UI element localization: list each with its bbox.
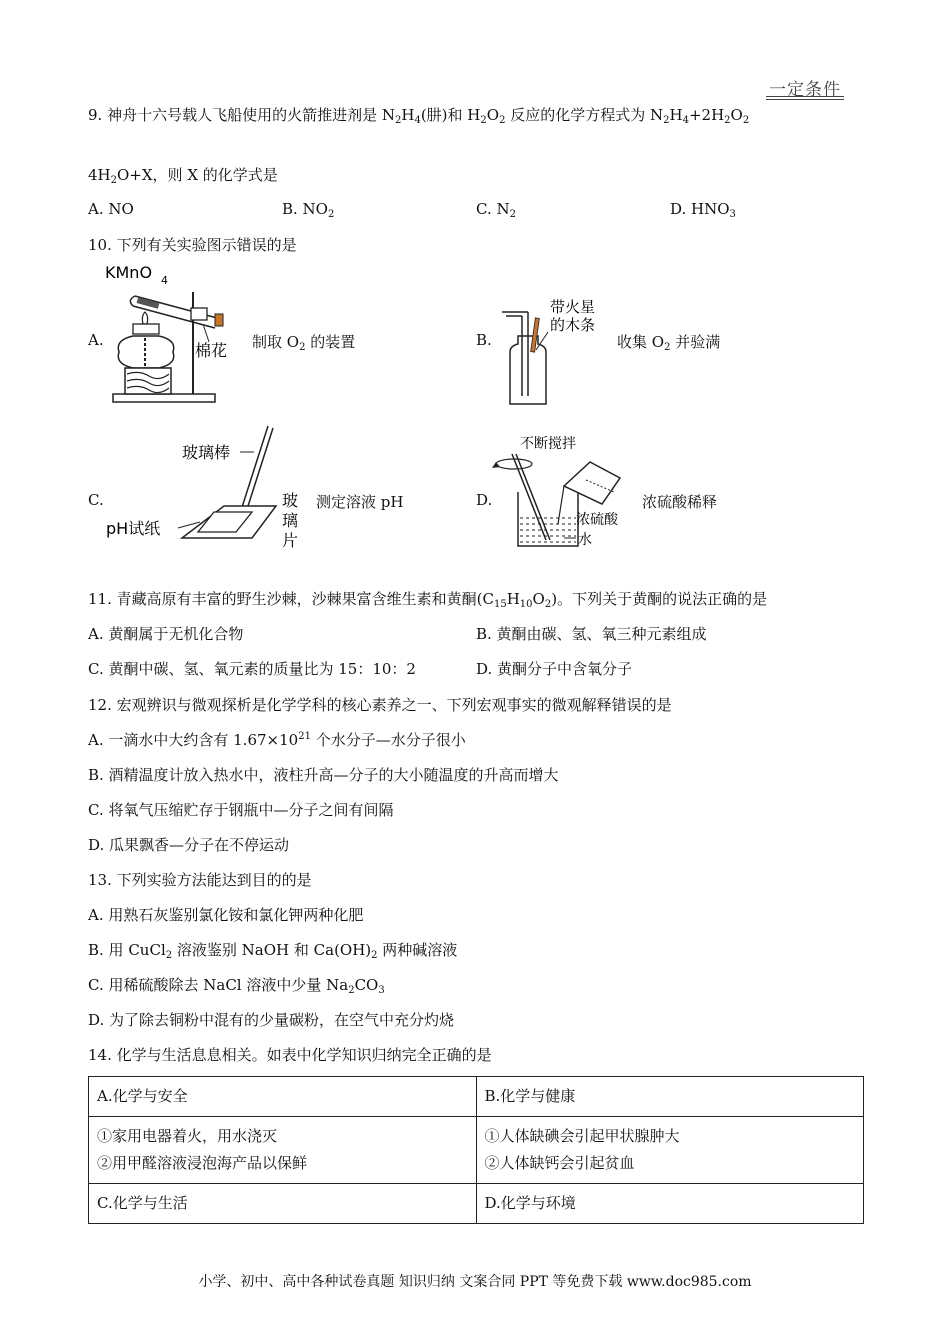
q10-option-a-letter: A.	[88, 331, 104, 349]
stir-label: 不断搅拌	[520, 436, 576, 452]
reaction-condition-label: 一定条件	[769, 80, 841, 100]
q10-d-caption: 浓硫酸稀释	[642, 493, 718, 511]
q11-option-d: D. 黄酮分子中含氧分子	[476, 660, 633, 678]
kmno4-subscript: 4	[161, 274, 168, 287]
q9-option-c: C. $N_2$	[476, 200, 516, 220]
stand-base	[113, 394, 215, 402]
q10-c-diagram	[104, 422, 308, 552]
q10-d-diagram	[490, 432, 630, 550]
q11-option-b: B. 黄酮由碳、氢、氧三种元素组成	[476, 625, 707, 643]
cotton-label: 棉花	[195, 341, 228, 360]
table-cell-a-head: A.化学与安全	[89, 1077, 477, 1117]
q13-option-d: D. 为了除去铜粉中混有的少量碳粉，在空气中充分灼烧	[88, 1011, 455, 1029]
q10-a-diagram	[105, 262, 245, 408]
cotton-plug	[215, 314, 223, 326]
q12-option-d: D. 瓜果飘香—分子在不停运动	[88, 836, 290, 854]
reaction-arrow-line	[766, 96, 844, 97]
q14-stem: 14. 化学与生活息息相关。如表中化学知识归纳完全正确的是	[88, 1046, 492, 1064]
table-cell-b-body: ①人体缺碘会引起甲状腺肿大 ②人体缺钙会引起贫血	[476, 1117, 864, 1184]
kmno4-label: KMnO	[105, 263, 153, 282]
alcohol-lamp	[118, 312, 173, 368]
q9-option-d: D. $HNO_3$	[670, 200, 736, 220]
q10-c-caption: 测定溶液 pH	[316, 493, 404, 511]
table-cell-a-body: ①家用电器着火，用水浇灭 ②用甲醛溶液浸泡海产品以保鲜	[89, 1117, 477, 1184]
q13-stem: 13. 下列实验方法能达到目的的是	[88, 871, 312, 889]
splint-label-2: 的木条	[550, 316, 596, 334]
q12-stem: 12. 宏观辨识与微观探析是化学学科的核心素养之一、下列宏观事实的微观解释错误的是	[88, 696, 672, 714]
glass-plate-label-2: 璃	[282, 511, 299, 530]
ph-paper-label: pH试纸	[106, 519, 161, 538]
q12-option-a: A. 一滴水中大约含有 $1.67\times 10^{21}$ 个水分子—水分子很小	[88, 731, 466, 749]
q10-option-c-letter: C.	[88, 491, 104, 509]
table-cell-b-head: B.化学与健康	[476, 1077, 864, 1117]
glass-rod-label: 玻璃棒	[182, 443, 231, 462]
wooden-block	[125, 368, 171, 394]
q10-option-b-letter: B.	[476, 331, 492, 349]
water-label: 水	[578, 532, 592, 548]
q12-option-c: C. 将氧气压缩贮存于钢瓶中—分子之间有间隔	[88, 801, 394, 819]
glass-plate-label-3: 片	[282, 531, 299, 550]
q9-option-a: A. NO	[88, 200, 134, 218]
q10-stem: 10. 下列有关实验图示错误的是	[88, 236, 297, 254]
q11-option-a: A. 黄酮属于无机化合物	[88, 625, 244, 643]
q9-stem: 9. 神舟十六号载人飞船使用的火箭推进剂是 $N_2H_4$(肼)和 $H_2O_2$ 反应的化学方程式为 $N_2H_4+2H_2O_2$	[88, 106, 750, 126]
q10-option-d-letter: D.	[476, 491, 493, 509]
q14-knowledge-table	[88, 1076, 864, 1224]
reaction-arrow-line-2	[766, 99, 844, 100]
q11-option-c: C. 黄酮中碳、氢、氧元素的质量比为 15：10：2	[88, 660, 416, 678]
table-cell-c-head: C.化学与生活	[89, 1184, 477, 1224]
q9-option-b: B. $NO_2$	[282, 200, 335, 220]
q10-b-caption: 收集 $O_2$ 并验满	[617, 333, 721, 353]
clamp	[191, 308, 207, 320]
q9-stem-line2: $4H_2O+X$，则 X 的化学式是	[88, 166, 278, 186]
q13-option-a: A. 用熟石灰鉴别氯化铵和氯化钾两种化肥	[88, 906, 364, 924]
q13-option-c: C. 用稀硫酸除去 NaCl 溶液中少量 $Na_2CO_3$	[88, 976, 385, 996]
q10-b-diagram	[498, 292, 610, 408]
q10-a-caption: 制取 $O_2$ 的装置	[252, 333, 356, 353]
table-row	[89, 1117, 864, 1184]
acid-label: 浓硫酸	[576, 512, 618, 528]
glass-plate-label-1: 玻	[282, 491, 299, 510]
table-row	[89, 1077, 864, 1117]
page-footer: 小学、初中、高中各种试卷真题 知识归纳 文案合同 PPT 等免费下载 www.doc985.com	[198, 1274, 752, 1290]
acid-beaker	[564, 462, 620, 504]
q11-stem: 11. 青藏高原有丰富的野生沙棘，沙棘果富含维生素和黄酮$(C_{15}H_{10}O_2)$。下列关于黄酮的说法正确的是	[88, 590, 768, 610]
table-row	[89, 1184, 864, 1224]
q12-option-b: B. 酒精温度计放入热水中，液柱升高—分子的大小随温度的升高而增大	[88, 766, 559, 784]
splint-label-1: 带火星	[550, 298, 596, 316]
table-cell-d-head: D.化学与环境	[476, 1184, 864, 1224]
q13-option-b: B. 用 CuCl$_2$ 溶液鉴别 NaOH 和 $Ca(OH)_2$ 两种碱溶液	[88, 941, 458, 961]
